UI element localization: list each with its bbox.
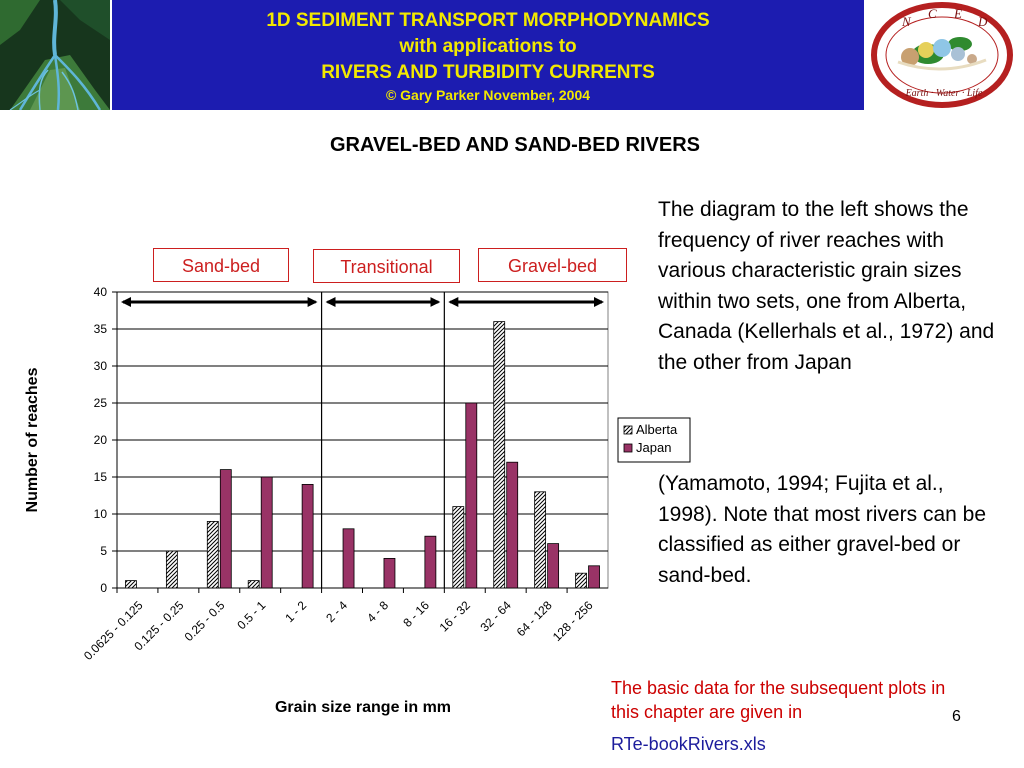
bar-alberta-9: [494, 322, 505, 588]
data-file-link[interactable]: RTe-bookRivers.xls: [611, 734, 766, 754]
river-delta-image: [0, 0, 110, 110]
bar-japan-11: [589, 566, 600, 588]
header-banner: [0, 0, 1024, 112]
x-tick-label: 0.0625 - 0.125: [80, 598, 146, 663]
bar-japan-7: [425, 536, 436, 588]
x-tick-label: 0.5 - 1: [234, 598, 269, 633]
logo-motto: Earth · Water · Life: [905, 88, 983, 99]
bar-japan-9: [507, 462, 518, 588]
y-tick-labels: [94, 285, 108, 595]
sand-bed-label: Sand-bed: [153, 248, 289, 282]
bar-japan-4: [302, 484, 313, 588]
title-band: [112, 0, 864, 110]
header-title-line3: RIVERS AND TURBIDITY CURRENTS: [321, 62, 655, 83]
bar-alberta-3: [248, 581, 259, 588]
y-tick-label: 15: [93, 470, 107, 484]
y-tick-label: 25: [93, 396, 107, 410]
description-paragraph-1: The diagram to the left shows the frequency of river reaches with various characteristic grain sizes within two sets, one from Alberta, Canada (Kellerhals et al., 1972) and the other from Japan: [658, 198, 995, 374]
header-title-line1: 1D SEDIMENT TRANSPORT MORPHODYNAMICS: [266, 10, 710, 31]
bar-alberta-8: [453, 507, 464, 588]
x-tick-label: 4 - 8: [364, 598, 392, 626]
x-tick-label: 0.125 - 0.25: [131, 598, 187, 654]
bar-alberta-1: [166, 551, 177, 588]
x-tick-label: 2 - 4: [323, 598, 351, 626]
bar-japan-5: [343, 529, 354, 588]
legend-label-japan: Japan: [636, 440, 672, 455]
gravel-bed-label: Gravel-bed: [478, 248, 627, 282]
bar-alberta-2: [207, 521, 218, 588]
data-source-note: The basic data for the subsequent plots in this chapter are given in: [611, 678, 946, 722]
x-tick-label: 8 - 16: [400, 598, 432, 630]
x-tick-label: 0.25 - 0.5: [181, 598, 228, 644]
bar-japan-3: [261, 477, 272, 588]
page-number: 6: [952, 708, 961, 725]
bar-japan-6: [384, 558, 395, 588]
bar-alberta-10: [535, 492, 546, 588]
header-title-line2: with applications to: [399, 36, 577, 57]
grain-size-bar-chart: [0, 280, 720, 720]
legend-swatch-japan: [624, 444, 632, 452]
x-tick-label: 32 - 64: [477, 598, 514, 635]
x-tick-label: 128 - 256: [549, 598, 596, 644]
y-tick-label: 40: [93, 285, 107, 299]
legend-swatch-alberta: [624, 426, 632, 434]
legend-label-alberta: Alberta: [636, 422, 678, 437]
bar-alberta-11: [576, 573, 587, 588]
transitional-label: Transitional: [313, 249, 460, 283]
y-tick-label: 10: [93, 507, 107, 521]
slide-title: GRAVEL-BED AND SAND-BED RIVERS: [329, 134, 701, 156]
logo-letter-c: C: [928, 6, 937, 21]
river-delta-graphic: [0, 0, 110, 110]
logo-letter-n: N: [902, 14, 911, 29]
description-paragraph-2: (Yamamoto, 1994; Fujita et al., 1998). Note that most rivers can be classified as either gravel-bed or sand-bed.: [658, 472, 986, 587]
bar-japan-8: [466, 403, 477, 588]
y-tick-label: 20: [93, 433, 107, 447]
x-tick-label: 1 - 2: [282, 598, 310, 626]
y-tick-label: 35: [93, 322, 107, 336]
logo-letter-d: D: [978, 14, 988, 29]
bar-japan-2: [220, 470, 231, 588]
nced-logo: [868, 2, 1018, 108]
chart-legend: [618, 418, 690, 462]
x-tick-label: 16 - 32: [436, 598, 473, 635]
gridlines: [112, 292, 608, 588]
logo-letter-e: E: [954, 6, 962, 21]
y-tick-label: 30: [93, 359, 107, 373]
x-axis-label: Grain size range in mm: [274, 699, 452, 716]
bar-japan-10: [548, 544, 559, 588]
x-tick-labels: [81, 588, 596, 663]
y-tick-label: 5: [100, 544, 107, 558]
y-axis-label: Number of reaches: [24, 367, 41, 513]
bar-alberta-0: [125, 581, 136, 588]
header-copyright: © Gary Parker November, 2004: [385, 87, 591, 103]
x-tick-label: 64 - 128: [513, 598, 555, 640]
y-tick-label: 0: [100, 581, 107, 595]
